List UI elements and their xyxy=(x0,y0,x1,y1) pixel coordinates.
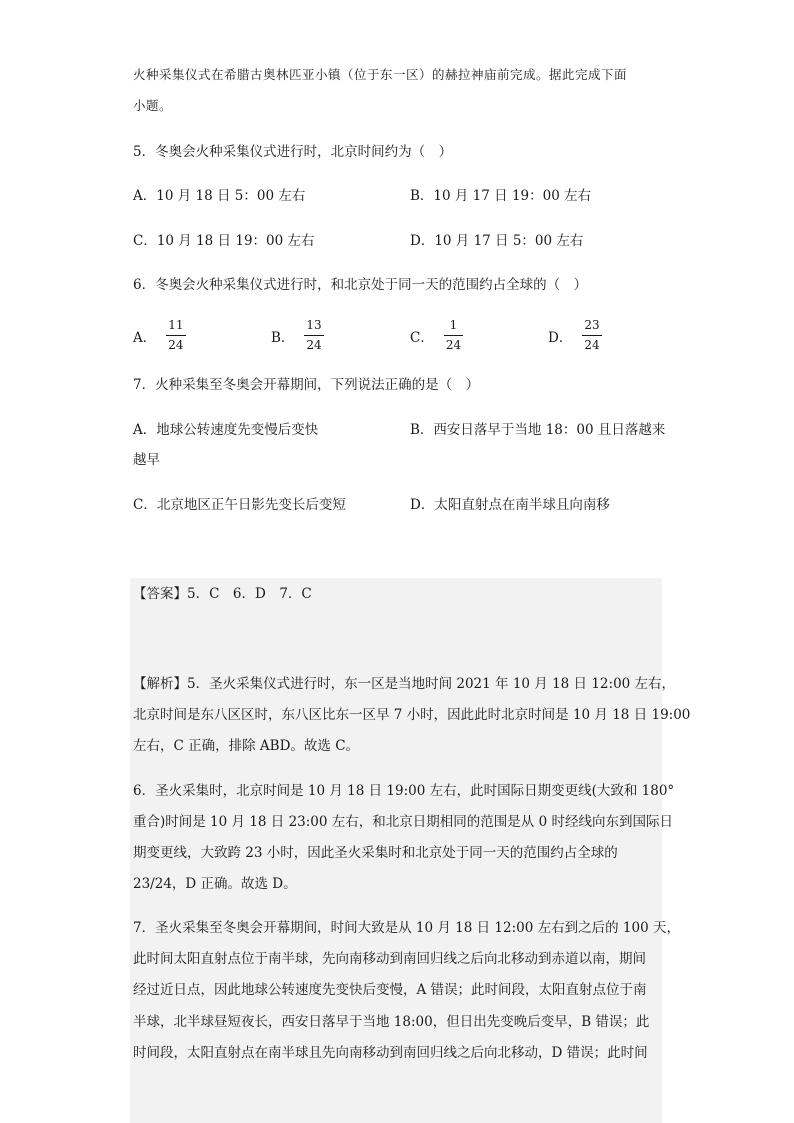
question-6-option-d xyxy=(548,318,602,353)
fraction xyxy=(166,318,185,353)
fraction xyxy=(304,318,323,353)
question-6-option-c xyxy=(410,318,463,353)
fraction-numerator: 1 xyxy=(449,318,458,332)
intro-line-1: 火种采集仪式在希腊古奥林匹亚小镇（位于东一区）的赫拉神庙前完成。据此完成下面 xyxy=(133,67,628,82)
question-6-stem: 6．冬奥会火种采集仪式进行时，和北京处于同一天的范围约占全球的（ ） xyxy=(133,277,588,293)
fraction-denominator: 24 xyxy=(445,338,462,352)
fraction-denominator: 24 xyxy=(168,338,184,352)
answer-line: 【答案】5．C 6．D 7．C xyxy=(133,586,312,602)
analysis-7-line-2: 此时间太阳直射点位于南半球，先向南移动到南回归线之后向北移动到赤道以南，期间 xyxy=(133,951,646,967)
fraction-numerator: 23 xyxy=(584,318,600,332)
question-7-option-a: A．地球公转速度先变慢后变快 xyxy=(133,422,319,438)
option-label: B． xyxy=(271,329,295,346)
option-label: C． xyxy=(410,329,434,346)
option-label: A． xyxy=(133,329,157,346)
fraction-numerator: 11 xyxy=(168,318,184,332)
question-7-stem: 7．火种采集至冬奥会开幕期间，下列说法正确的是（ ） xyxy=(133,377,480,393)
question-5-stem: 5．冬奥会火种采集仪式进行时，北京时间约为（ ） xyxy=(133,144,453,160)
analysis-7-line-5: 时间段，太阳直射点在南半球且先向南移动到南回归线之后向北移动，D 错误；此时间 xyxy=(133,1045,648,1061)
fraction-bar xyxy=(582,335,601,336)
question-6-option-a xyxy=(133,318,186,353)
question-6-option-b xyxy=(271,318,324,353)
question-7-option-c: C．北京地区正午日影先变长后变短 xyxy=(133,497,346,513)
question-7-option-d: D．太阳直射点在南半球且向南移 xyxy=(410,497,610,513)
question-7-option-b: B．西安日落早于当地 18：00 且日落越来 xyxy=(410,422,666,438)
fraction-denominator: 24 xyxy=(306,338,322,352)
fraction xyxy=(582,318,601,353)
analysis-5-line-1: 【解析】5．圣火采集仪式进行时，东一区是当地时间 2021 年 10 月 18 日 12:00 左右， xyxy=(133,676,676,692)
question-7-option-b-continuation: 越早 xyxy=(133,452,160,468)
analysis-5-line-3: 左右，C 正确，排除 ABD。故选 C。 xyxy=(133,738,360,754)
analysis-7-line-4: 半球，北半球昼短夜长，西安日落早于当地 18:00，但日出先变晚后变早，B 错误；此 xyxy=(133,1014,650,1030)
question-5-option-c: C．10 月 18 日 19：00 左右 xyxy=(133,233,315,249)
fraction-bar xyxy=(304,335,323,336)
analysis-7-line-3: 经过近日点，因此地球公转速度先变快后变慢，A 错误；此时间段，太阳直射点位于南 xyxy=(133,982,647,998)
analysis-6-line-2: 重合)时间是 10 月 18 日 23:00 左右，和北京日期相同的范围是从 0 时经线向东到国际日 xyxy=(133,814,673,830)
question-5-option-d: D．10 月 17 日 5：00 左右 xyxy=(410,233,584,249)
fraction-denominator: 24 xyxy=(584,338,600,352)
fraction xyxy=(444,318,463,353)
fraction-numerator: 13 xyxy=(306,318,322,332)
analysis-7-line-1: 7．圣火采集至冬奥会开幕期间，时间大致是从 10 月 18 日 12:00 左右到之后的 100 天， xyxy=(133,920,680,936)
fraction-bar xyxy=(166,335,185,336)
analysis-6-line-3: 期变更线，大致跨 23 小时，因此圣火采集时和北京处于同一天的范围约占全球的 xyxy=(133,845,618,861)
question-5-option-b: B．10 月 17 日 19：00 左右 xyxy=(410,188,592,204)
analysis-6-line-4: 23/24，D 正确。故选 D。 xyxy=(133,876,297,892)
fraction-bar xyxy=(444,335,463,336)
intro-line-2: 小题。 xyxy=(133,98,173,113)
analysis-6-line-1: 6．圣火采集时，北京时间是 10 月 18 日 19:00 左右，此时国际日期变更线(大致和 180° xyxy=(133,783,675,799)
question-5-option-a: A．10 月 18 日 5：00 左右 xyxy=(133,188,306,204)
option-label: D． xyxy=(548,329,573,346)
analysis-5-line-2: 北京时间是东八区区时，东八区比东一区早 7 小时，因此此时北京时间是 10 月 18 日 19:00 xyxy=(133,707,691,723)
